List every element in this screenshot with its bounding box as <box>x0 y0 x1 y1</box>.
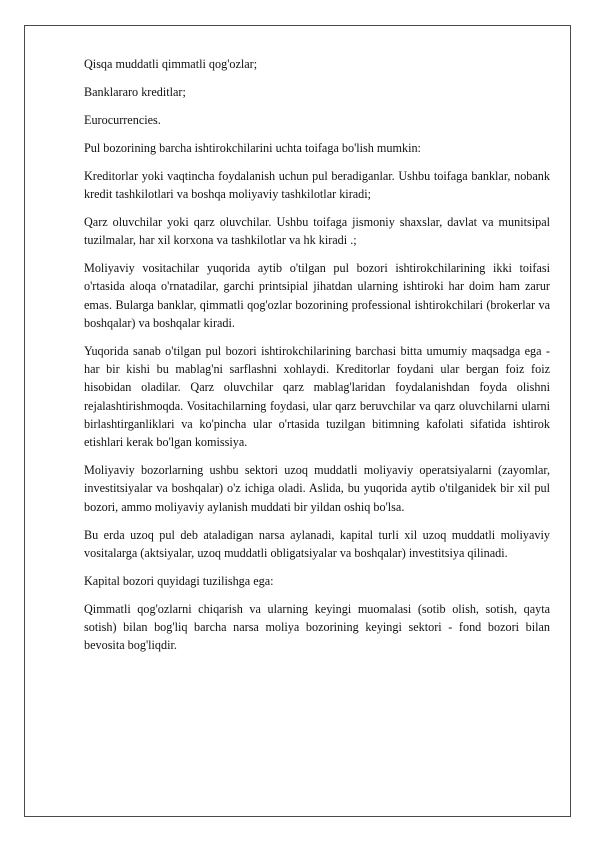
paragraph-long-term-sector: Moliyaviy bozorlarning ushbu sektori uzoq muddatli moliyaviy operatsiyalarni (zayomlar, investitsiyalar va boshqalar) o'z ichiga oladi. Aslida, bu yuqorida aytib o'tilganidek bir xil pul bozori, ammo moliyaviy aylanish muddati bir yildan oshiq bo'lsa. <box>84 463 550 514</box>
paragraph-stock-market: Qimmatli qog'ozlarni chiqarish va ularning keyingi muomalasi (sotib olish, sotish, qayta sotish) bilan bog'liq barcha narsa moliya bozorining keyingi sektori - fond bozori bilan bevosita bog'liqdir. <box>84 601 550 653</box>
paragraph-intermediaries: Moliyaviy vositachilar yuqorida aytib o'tilgan pul bozori ishtirokchilarining ikki toifasi o'rtasida aloqa o'rnatadilar, garchi printsipial jihatdan ularning ishtiroki har doim ham zarur emas. Bularga banklar, qimmatli qog'ozlar bozorining professional ishtirokchilari (brokerlar va boshqalar) va boshqalar kiradi. <box>84 260 550 330</box>
capital-market-structure-intro: Kapital bozori quyidagi tuzilishga ega: <box>84 573 274 588</box>
paragraph-creditors: Kreditorlar yoki vaqtincha foydalanish uchun pul beradiganlar. Ushbu toifaga banklar, nobank kredit tashkilotlari va boshqa moliyaviy tashkilotlar kiradi; <box>84 168 550 201</box>
paragraph-common-goal: Yuqorida sanab o'tilgan pul bozori ishtirokchilarining barchasi bitta umumiy maqsadga ega - har bir kishi bu mablag'ni sarflashni xohlaydi. Kreditorlar foydani ular bergan foiz foiz hisobidan oladilar. Qarz oluvchilar qarz mablag'laridan foydalanishdan foyda olishni rejalashtirishmoqda. Vositachilarning foydasi, ular qarz beruvchilar va qarz oluvchilarni ularni birlashtirganliklari va ko'pincha ular o'rtasida tuzilgan bitimning kafolati sifatida ishtirok etishlari kerak bo'lgan komissiya. <box>84 343 550 450</box>
list-item-short-term-securities: Qisqa muddatli qimmatli qog'ozlar; <box>84 57 258 71</box>
paragraph-borrowers: Qarz oluvchilar yoki qarz oluvchilar. Ushbu toifaga jismoniy shaxslar, davlat va munitsipal tuzilmalar, har xil korxona va tashkilotlar va hk kiradi .; <box>84 214 550 248</box>
list-item-interbank-loans: Banklararo kreditlar; <box>84 84 186 99</box>
page-body <box>84 55 550 664</box>
list-item-eurocurrencies: Eurocurrencies. <box>84 112 161 127</box>
participants-intro: Pul bozorining barcha ishtirokchilarini uchta toifaga bo'lish mumkin: <box>84 140 421 155</box>
document-page <box>24 25 571 817</box>
paragraph-long-money: Bu erda uzoq pul deb ataladigan narsa aylanadi, kapital turli xil uzoq muddatli moliyaviy vositalarga (aktsiyalar, uzoq muddatli obligatsiyalar va boshqalar) investitsiya qilinadi. <box>84 527 550 560</box>
